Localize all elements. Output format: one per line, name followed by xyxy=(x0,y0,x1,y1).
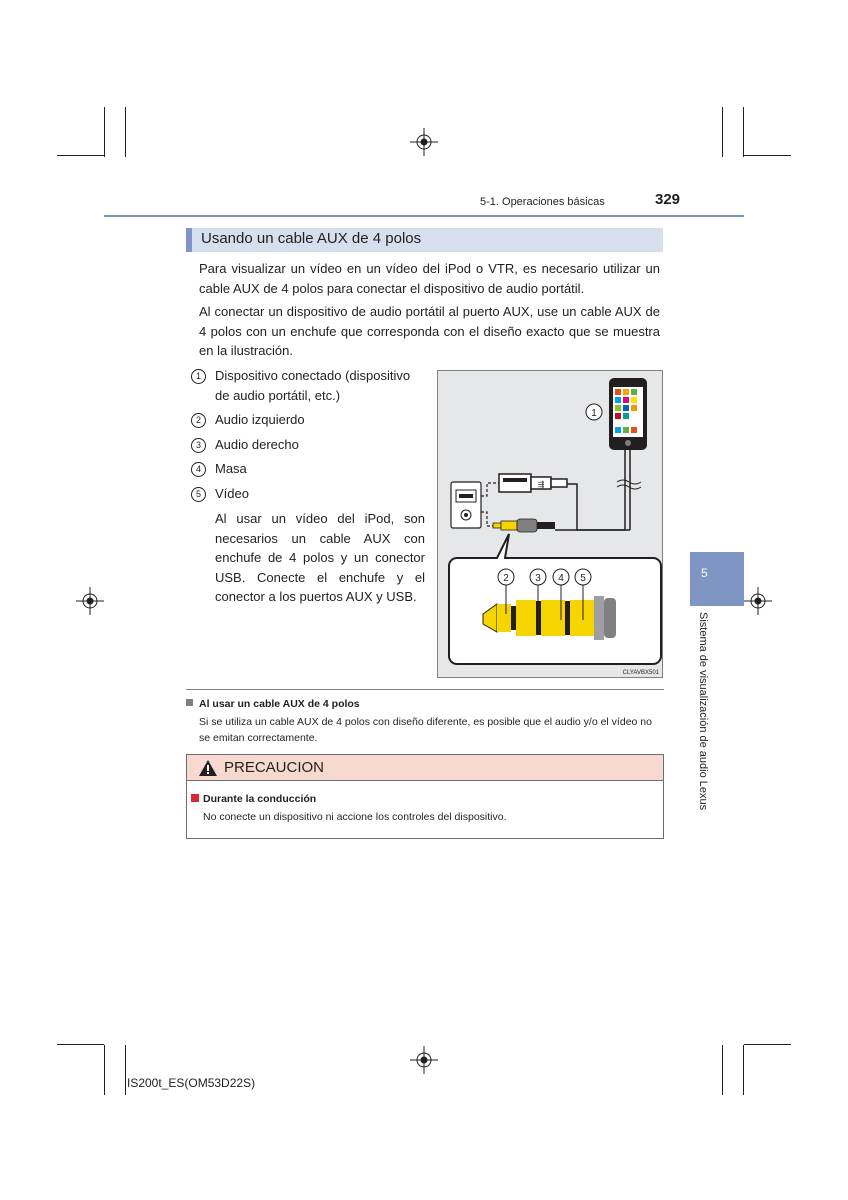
note-body: Si se utiliza un cable AUX de 4 polos con diseño diferente, es posible que el audio y/o el vídeo no se emitan correctamente. xyxy=(199,716,652,744)
figure-callout: 3 xyxy=(535,573,541,584)
callout-number: 4 xyxy=(191,462,206,477)
crop-mark xyxy=(743,1045,744,1095)
list-item-text: Masa xyxy=(215,461,247,476)
list-item xyxy=(191,484,249,504)
list-item-text: Vídeo xyxy=(215,486,249,501)
callout-number: 2 xyxy=(191,413,206,428)
crop-mark xyxy=(57,155,104,156)
figure-callout: 2 xyxy=(503,573,509,584)
footer-code: IS200t_ES(OM53D22S) xyxy=(127,1076,256,1090)
crop-mark xyxy=(125,1045,126,1095)
crop-mark xyxy=(722,107,723,157)
crop-mark xyxy=(744,155,791,156)
aux-cable-illustration xyxy=(437,370,663,678)
aux-usb-port-icon xyxy=(451,482,481,528)
square-bullet-icon xyxy=(186,699,193,706)
figure-code: CLYAVBX501 xyxy=(622,670,659,676)
note-rule xyxy=(186,689,664,690)
figure-callout: 5 xyxy=(580,573,586,584)
registration-mark-icon xyxy=(410,1046,438,1074)
chapter-number: 5 xyxy=(701,566,708,580)
list-item-text: Audio izquierdo xyxy=(215,412,305,427)
warning-triangle-icon xyxy=(199,760,217,776)
callout-number: 1 xyxy=(191,369,206,384)
caution-header xyxy=(187,755,663,781)
portable-device-icon xyxy=(609,378,647,450)
crop-mark xyxy=(744,1044,791,1045)
video-note-paragraph: Al usar un vídeo del iPod, son necesarios un cable AUX con enchufe de 4 polos y un conector USB. Conecte el enchufe y el conector a los puertos AUX y USB. xyxy=(215,511,425,604)
callout-number: 5 xyxy=(191,487,206,502)
chapter-title-vertical: Sistema de visualización de audio Lexus xyxy=(697,612,709,811)
list-item-text: Dispositivo conectado (dispositivo xyxy=(215,368,411,383)
list-item xyxy=(191,366,427,386)
page-number: 329 xyxy=(655,191,681,208)
red-square-bullet-icon xyxy=(191,794,199,802)
intro-paragraph: Al conectar un dispositivo de audio portátil al puerto AUX, use un cable AUX de 4 polos con un enchufe que corresponda con el diseño exacto que se muestra en la ilustración. xyxy=(199,304,660,358)
caution-label: PRECAUCION xyxy=(224,759,325,776)
list-item xyxy=(191,459,247,479)
registration-mark-icon xyxy=(76,587,104,615)
section-heading xyxy=(186,228,663,252)
running-header: 5-1. Operaciones básicas xyxy=(480,196,605,208)
intro-paragraph: Para visualizar un vídeo en un vídeo del iPod o VTR, es necesario utilizar un cable AUX de 4 polos para conectar el dispositivo de audio portátil. xyxy=(199,261,660,296)
figure-callout: 4 xyxy=(558,573,564,584)
crop-mark xyxy=(743,107,744,157)
crop-mark xyxy=(57,1044,104,1045)
caution-subtitle-text: Durante la conducción xyxy=(203,793,317,805)
header-rule xyxy=(104,215,744,217)
crop-mark xyxy=(104,1045,105,1095)
registration-mark-icon xyxy=(744,587,772,615)
section-title: Usando un cable AUX de 4 polos xyxy=(201,230,422,247)
crop-mark xyxy=(722,1045,723,1095)
list-item-continuation: de audio portátil, etc.) xyxy=(215,388,341,403)
list-item xyxy=(191,410,305,430)
list-item xyxy=(191,435,299,455)
caution-subtitle xyxy=(191,793,316,805)
crop-mark xyxy=(104,107,105,157)
list-item-text: Audio derecho xyxy=(215,437,299,452)
svg-text:⇶: ⇶ xyxy=(537,480,545,489)
callout-number: 3 xyxy=(191,438,206,453)
caution-box xyxy=(186,754,664,839)
crop-mark xyxy=(125,107,126,157)
chapter-tab xyxy=(690,552,744,606)
note-title xyxy=(186,698,360,710)
registration-mark-icon xyxy=(410,128,438,156)
figure-callout: 1 xyxy=(591,408,597,419)
caution-text: No conecte un dispositivo ni accione los controles del dispositivo. xyxy=(203,811,507,823)
note-title-text: Al usar un cable AUX de 4 polos xyxy=(199,698,360,710)
